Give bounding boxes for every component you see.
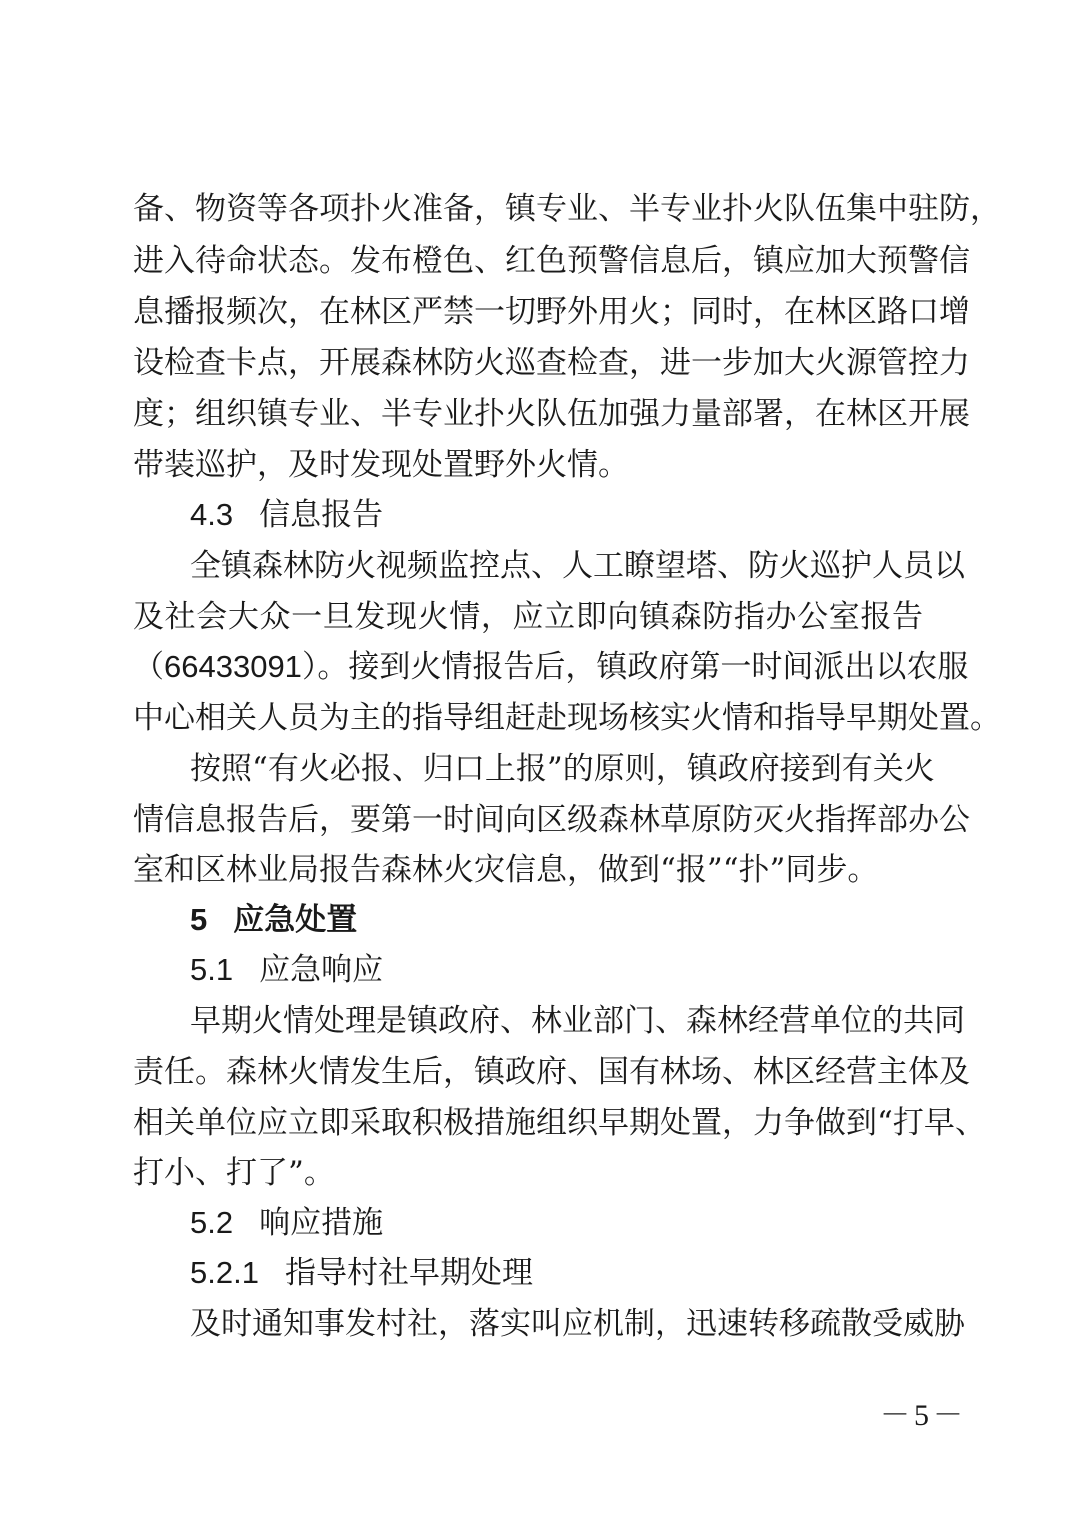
paragraph-line: 度；组织镇专业、半专业扑火队伍加强力量部署，在林区开展 [133, 396, 970, 432]
section-number: 5.2 [190, 1205, 234, 1240]
open-paren: （ [133, 649, 164, 685]
paragraph-line: 责任。森林火情发生后，镇政府、国有林场、林区经营主体及 [133, 1054, 970, 1090]
paragraph-line: 进入待命状态。发布橙色、红色预警信息后，镇应加大预警信 [133, 243, 970, 279]
paragraph-line: 早期火情处理是镇政府、林业部门、森林经营单位的共同 [190, 1003, 965, 1039]
section-title: 响应措施 [259, 1205, 384, 1241]
paragraph-line: 室和区林业局报告森林火灾信息，做到“报”“扑”同步。 [133, 852, 879, 888]
paragraph-line: 按照“有火必报、归口上报”的原则，镇政府接到有关火 [190, 751, 935, 787]
section-number: 5.2.1 [190, 1255, 259, 1290]
section-title: 应急处置 [233, 902, 358, 937]
paragraph-line: 及社会大众一旦发现火情，应立即向镇森防指办公室报告 [133, 599, 923, 635]
section-heading-5-1 [190, 944, 383, 996]
paragraph-line: 带装巡护，及时发现处置野外火情。 [133, 447, 629, 483]
section-number: 5.1 [190, 952, 234, 987]
paragraph-line: 息播报频次，在林区严禁一切野外用火；同时，在林区路口增 [133, 294, 970, 330]
paragraph-line: 打小、打了”。 [133, 1155, 335, 1191]
paragraph-line: 备、物资等各项扑火准备，镇专业、半专业扑火队伍集中驻防， [133, 191, 1001, 227]
paragraph-line: 设检查卡点，开展森林防火巡查检查，进一步加大火源管控力 [133, 345, 970, 381]
paragraph-line: 情信息报告后，要第一时间向区级森林草原防灭火指挥部办公 [133, 802, 970, 838]
paragraph-line [133, 641, 969, 693]
paragraph-line: 中心相关人员为主的指导组赶赴现场核实火情和指导早期处置。 [133, 700, 1001, 736]
section-heading-5 [190, 894, 357, 946]
paragraph-line: 及时通知事发村社，落实叫应机制，迅速转移疏散受威胁 [190, 1306, 965, 1342]
section-heading-5-2 [190, 1197, 383, 1249]
section-number: 5 [190, 902, 208, 937]
page-number: －5－ [880, 1399, 967, 1432]
paragraph-text: ）。接到火情报告后，镇政府第一时间派出以农服 [301, 649, 969, 685]
section-heading-5-2-1 [190, 1247, 533, 1299]
paragraph-line: 全镇森林防火视频监控点、人工瞭望塔、防火巡护人员以 [190, 548, 965, 584]
section-title: 指导村社早期处理 [284, 1255, 533, 1291]
phone-number: 66433091 [164, 649, 302, 684]
section-heading-4-3 [190, 489, 383, 541]
section-number: 4.3 [190, 497, 234, 532]
paragraph-line: 相关单位应立即采取积极措施组织早期处置，力争做到“打早、 [133, 1105, 986, 1141]
section-title: 应急响应 [259, 952, 384, 988]
section-title: 信息报告 [259, 497, 384, 533]
